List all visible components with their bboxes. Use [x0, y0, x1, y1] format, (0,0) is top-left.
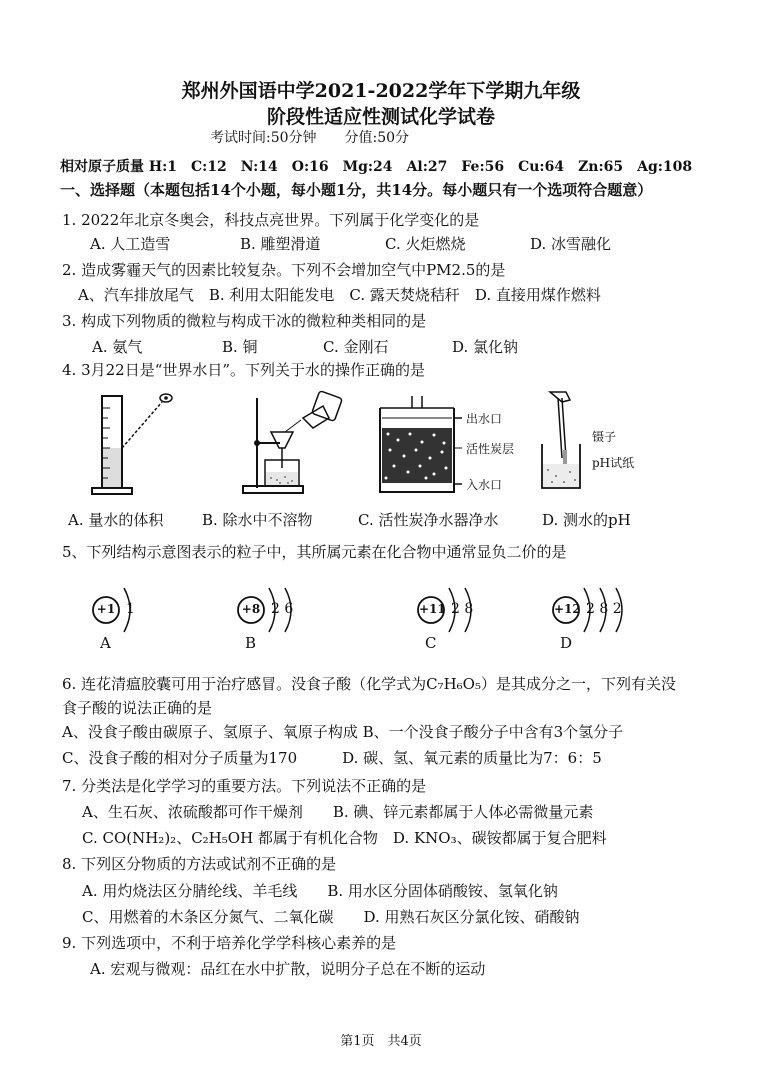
- q3-option-b: B. 铜: [222, 338, 258, 356]
- figure-ph-test: [530, 388, 590, 503]
- label-outlet: 出水口: [466, 412, 503, 426]
- nucleus-charge: +12: [554, 602, 581, 616]
- exam-info: 考试时间:50分钟 分值:50分: [210, 130, 410, 146]
- q7-stem: 7. 分类法是化学学习的重要方法。下列说法不正确的是: [62, 777, 427, 795]
- q4-option-d: D. 测水的pH: [542, 511, 631, 529]
- q4-option-c: C. 活性炭净水器净水: [358, 511, 499, 529]
- q2-stem: 2. 造成雾霾天气的因素比较复杂。下列不会增加空气中PM2.5的是: [62, 261, 506, 279]
- q6-options-ab: A、没食子酸由碳原子、氢原子、氧原子构成 B、一个没食子酸分子中含有3个氢分子: [62, 723, 624, 741]
- atom-diagram-a: [90, 578, 158, 652]
- q8-stem: 8. 下列区分物质的方法或试剂不正确的是: [62, 855, 337, 873]
- q3-option-c: C. 金刚石: [323, 338, 389, 356]
- q6-stem-line2: 食子酸的说法正确的是: [62, 699, 213, 717]
- q1-option-b: B. 雕塑滑道: [240, 235, 321, 253]
- figure-filtration: [235, 388, 355, 503]
- page-footer: 第1页 共4页: [340, 1034, 422, 1049]
- atomic-masses: 相对原子质量 H:1 C:12 N:14 O:16 Mg:24 Al:27 Fe:56 Cu:64 Zn:65 Ag:108: [60, 159, 693, 175]
- exam-title-line1: 郑州外国语中学2021-2022学年下学期九年级: [181, 80, 581, 102]
- q5-stem: 5、下列结构示意图表示的粒子中，其所属元素在化合物中通常显负二价的是: [62, 543, 567, 561]
- label-inlet: 入水口: [466, 478, 503, 492]
- q4-stem: 4. 3月22日是“世界水日”。下列关于水的操作正确的是: [62, 361, 426, 379]
- atom-label: C: [425, 634, 437, 652]
- nucleus-charge: +11: [419, 602, 446, 616]
- label-tweezers: 镊子: [592, 430, 617, 444]
- electron-counts: 1: [126, 601, 135, 617]
- q1-stem: 1. 2022年北京冬奥会，科技点亮世界。下列属于化学变化的是: [62, 211, 480, 229]
- q9-stem: 9. 下列选项中，不利于培养化学学科核心素养的是: [62, 934, 397, 952]
- electron-counts: 2 8: [451, 601, 474, 617]
- q1-option-d: D. 冰雪融化: [530, 235, 612, 253]
- q7-options-ab: A、生石灰、浓硫酸都可作干燥剂 B. 碘、锌元素都属于人体必需微量元素: [82, 803, 594, 821]
- q9-option-a: A. 宏观与微观：品红在水中扩散，说明分子总在不断的运动: [90, 960, 486, 978]
- nucleus-charge: +1: [96, 602, 116, 616]
- atom-label: D: [560, 634, 573, 652]
- nucleus-charge: +8: [241, 602, 261, 616]
- label-carbon-layer: 活性炭层: [466, 442, 515, 456]
- q4-option-a: A. 量水的体积: [68, 511, 164, 529]
- q6-stem-line1: 6. 连花清瘟胶囊可用于治疗感冒。没食子酸（化学式为C₇H₆O₅）是其成分之一，下列有关没: [62, 675, 676, 693]
- section-heading: 一、选择题（本题包括14个小题，每小题1分，共14分。每小题只有一个选项符合题意）: [60, 181, 653, 199]
- atom-diagram-c: [415, 578, 501, 652]
- q2-options: A、汽车排放尾气 B. 利用太阳能发电 C. 露天焚烧秸秆 D. 直接用煤作燃料: [78, 286, 601, 304]
- q1-option-a: A. 人工造雪: [90, 235, 171, 253]
- electron-counts: 2 8 2: [586, 601, 622, 617]
- label-ph-paper: pH试纸: [592, 456, 635, 470]
- q8-options-ab: A. 用灼烧法区分腈纶线、羊毛线 B. 用水区分固体硝酸铵、氢氧化钠: [82, 882, 558, 900]
- q7-options-cd: C. CO(NH₂)₂、C₂H₅OH 都属于有机化合物 D. KNO₃、碳铵都属于复合肥料: [82, 829, 607, 847]
- q1-option-c: C. 火炬燃烧: [385, 235, 466, 253]
- q6-options-cd: C、没食子酸的相对分子质量为170 D. 碳、氢、氧元素的质量比为7：6：5: [62, 749, 602, 767]
- atom-diagram-b: [235, 578, 321, 652]
- exam-title-line2: 阶段性适应性测试化学试卷: [266, 106, 495, 128]
- figure-carbon-purifier: [372, 388, 462, 503]
- figure-graduated-cylinder: [80, 388, 190, 503]
- q3-option-d: D. 氯化钠: [452, 338, 519, 356]
- electron-counts: 2 6: [271, 601, 294, 617]
- atom-label: A: [100, 634, 111, 652]
- q3-option-a: A. 氨气: [92, 338, 143, 356]
- q3-stem: 3. 构成下列物质的微粒与构成干冰的微粒种类相同的是: [62, 312, 427, 330]
- atom-label: B: [245, 634, 257, 652]
- q8-options-cd: C、用燃着的木条区分氮气、二氧化碳 D. 用熟石灰区分氯化铵、硝酸钠: [82, 908, 580, 926]
- atom-diagram-d: [550, 578, 654, 652]
- q4-option-b: B. 除水中不溶物: [202, 511, 313, 529]
